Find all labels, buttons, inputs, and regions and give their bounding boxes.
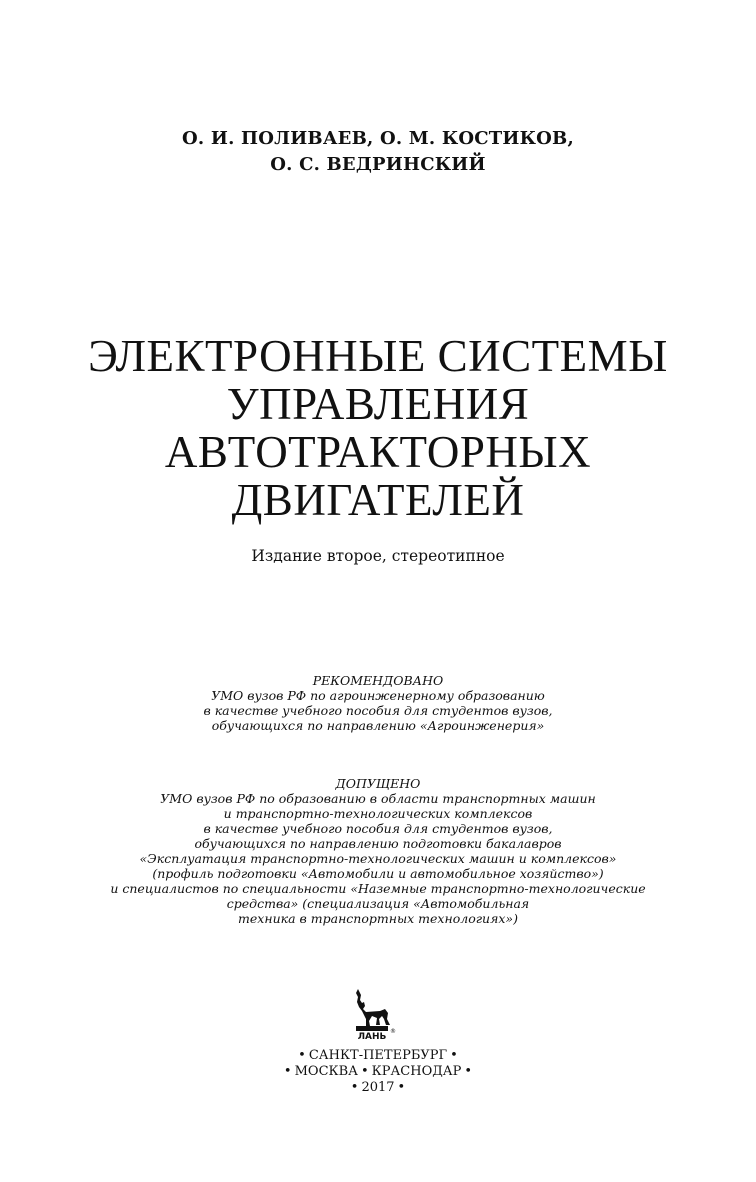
recommended-line: в качестве учебного пособия для студентов вузов,	[203, 703, 553, 718]
separator-dot: •	[298, 1048, 306, 1063]
admitted-heading: ДОПУЩЕНО	[335, 776, 421, 791]
separator-dot: •	[350, 1080, 359, 1095]
city-saint-petersburg: САНКТ-ПЕТЕРБУРГ	[308, 1048, 448, 1063]
admitted-line: средства» (специализация «Автомобильная	[226, 896, 530, 911]
logo-pedestal-icon	[356, 1026, 388, 1031]
recommended-block	[0, 673, 756, 733]
publisher-logo	[352, 985, 394, 1041]
authors	[0, 126, 756, 178]
separator-dot: •	[360, 1064, 369, 1079]
publication-year: 2017	[361, 1080, 395, 1095]
imprint-line-3	[0, 1080, 756, 1096]
imprint	[0, 1048, 756, 1096]
admitted-line: (профиль подготовки «Автомобили и автомобильное хозяйство»)	[152, 866, 604, 881]
registered-mark: ®	[390, 1028, 396, 1035]
city-moscow: МОСКВА	[294, 1064, 358, 1079]
title-line-2: УПРАВЛЕНИЯ	[226, 379, 530, 429]
admitted-line: техника в транспортных технологиях»)	[238, 911, 518, 926]
book-title	[0, 332, 756, 524]
admitted-line: и транспортно-технологических комплексов	[223, 806, 533, 821]
separator-dot: •	[464, 1064, 473, 1079]
admitted-line: обучающихся по направлению подготовки бакалавров	[194, 836, 562, 851]
city-krasnodar: КРАСНОДАР	[371, 1064, 462, 1079]
title-line-1: ЭЛЕКТРОННЫЕ СИСТЕМЫ	[88, 331, 668, 381]
imprint-line-1	[0, 1048, 756, 1064]
deer-icon	[356, 989, 390, 1026]
recommended-heading: РЕКОМЕНДОВАНО	[312, 673, 444, 688]
separator-dot: •	[283, 1064, 292, 1079]
admitted-line: и специалистов по специальности «Наземные транспортно-технологические	[110, 881, 646, 896]
title-line-4: ДВИГАТЕЛЕЙ	[231, 475, 525, 525]
recommended-line: обучающихся по направлению «Агроинженерия»	[211, 718, 545, 733]
separator-dot: •	[450, 1048, 458, 1063]
edition-note: Издание второе, стереотипное	[251, 547, 505, 565]
authors-line-2: О. С. ВЕДРИНСКИЙ	[270, 154, 486, 175]
admitted-line: «Эксплуатация транспортно-технологических машин и комплексов»	[139, 851, 617, 866]
authors-line-1: О. И. ПОЛИВАЕВ, О. М. КОСТИКОВ,	[182, 128, 574, 149]
admitted-line: в качестве учебного пособия для студентов вузов,	[203, 821, 553, 836]
admitted-block	[0, 776, 756, 926]
recommended-line: УМО вузов РФ по агроинженерному образованию	[211, 688, 545, 703]
imprint-line-2	[0, 1064, 756, 1080]
admitted-line: УМО вузов РФ по образованию в области транспортных машин	[160, 791, 596, 806]
logo-wordmark: ЛАНЬ	[357, 1032, 387, 1042]
separator-dot: •	[397, 1080, 406, 1095]
title-line-3: АВТОТРАКТОРНЫХ	[164, 427, 592, 477]
